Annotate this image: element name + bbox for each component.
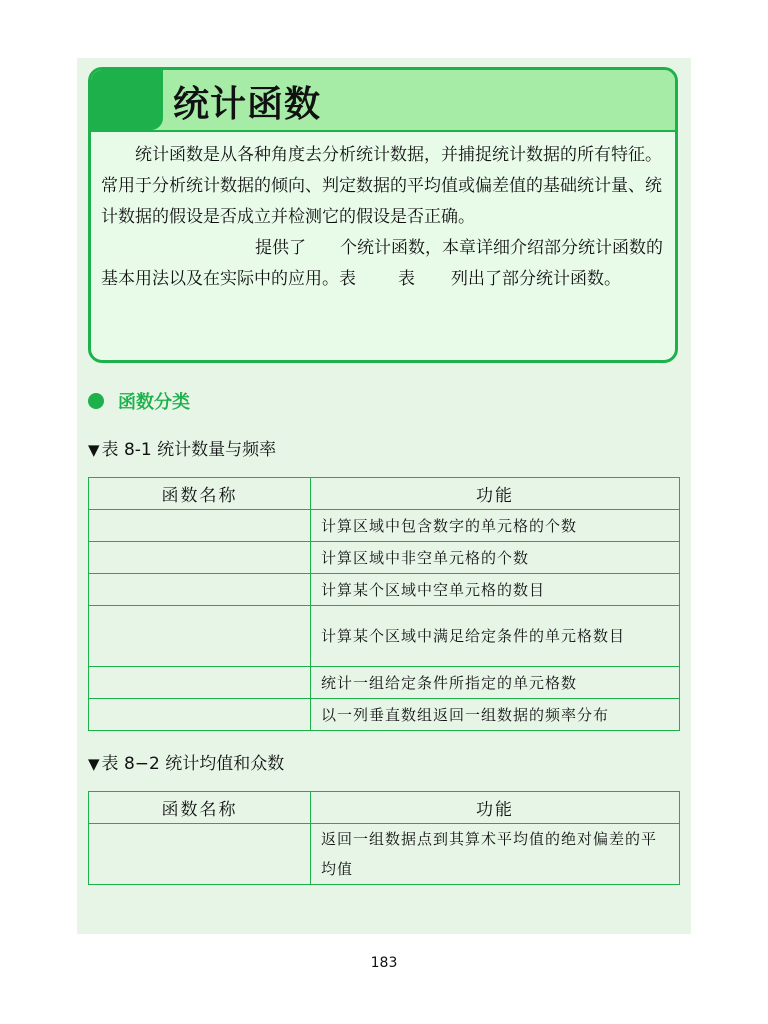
table-row bbox=[89, 824, 680, 885]
table2-header-name: 函数名称 bbox=[89, 792, 311, 824]
table1-header-name: 函数名称 bbox=[89, 478, 311, 510]
table-row bbox=[89, 510, 680, 542]
table-row bbox=[89, 699, 680, 731]
intro-paragraph-2 bbox=[101, 233, 669, 295]
title-box bbox=[88, 67, 678, 363]
title-bar bbox=[91, 70, 675, 132]
table2-caption bbox=[88, 749, 284, 774]
function-desc-cell: 计算某个区域中满足给定条件的单元格数目 bbox=[311, 606, 680, 667]
intro-p2-part-b: 个统计函数，本章详细介绍部分统计函数的基本用法以及在实际中的应用。表 bbox=[101, 238, 663, 289]
triangle-down-icon: ▼ bbox=[88, 755, 100, 773]
intro-p2-part-a: 提供了 bbox=[255, 238, 306, 258]
triangle-down-icon: ▼ bbox=[88, 441, 100, 459]
table2 bbox=[88, 791, 680, 885]
function-name-cell bbox=[89, 542, 311, 574]
intro-p2-part-d: 列出了部分统计函数。 bbox=[451, 269, 621, 289]
chapter-title: 统计函数 bbox=[173, 84, 322, 125]
function-desc-cell: 计算某个区域中空单元格的数目 bbox=[311, 574, 680, 606]
table1-header-function: 功能 bbox=[311, 478, 680, 510]
page-number: 183 bbox=[370, 955, 398, 971]
bullet-dot-icon bbox=[88, 393, 104, 409]
title-tab-decoration bbox=[91, 70, 163, 130]
function-name-cell bbox=[89, 574, 311, 606]
function-desc-cell: 统计一组给定条件所指定的单元格数 bbox=[311, 667, 680, 699]
table-row bbox=[89, 606, 680, 667]
table-row bbox=[89, 542, 680, 574]
function-name-cell bbox=[89, 606, 311, 667]
function-name-cell bbox=[89, 699, 311, 731]
table2-caption-text: 表 8−2 统计均值和众数 bbox=[101, 754, 285, 774]
table2-header-function: 功能 bbox=[311, 792, 680, 824]
intro-text bbox=[101, 140, 669, 295]
table1-caption-text: 表 8-1 统计数量与频率 bbox=[101, 440, 277, 460]
section-heading-text: 函数分类 bbox=[118, 392, 190, 413]
table-row bbox=[89, 574, 680, 606]
function-desc-cell: 计算区域中非空单元格的个数 bbox=[311, 542, 680, 574]
section-heading bbox=[88, 388, 190, 414]
function-desc-cell: 返回一组数据点到其算术平均值的绝对偏差的平均值 bbox=[311, 824, 680, 885]
function-desc-cell: 计算区域中包含数字的单元格的个数 bbox=[311, 510, 680, 542]
intro-paragraph-1: 统计函数是从各种角度去分析统计数据，并捕捉统计数据的所有特征。常用于分析统计数据的倾向、判定数据的平均值或偏差值的基础统计量、统计数据的假设是否成立并检测它的假设是否正确。 bbox=[101, 145, 662, 227]
table1-caption bbox=[88, 435, 276, 460]
function-name-cell bbox=[89, 667, 311, 699]
table-row bbox=[89, 667, 680, 699]
table1 bbox=[88, 477, 680, 731]
function-name-cell bbox=[89, 824, 311, 885]
intro-p2-part-c: 表 bbox=[398, 269, 415, 289]
function-desc-cell: 以一列垂直数组返回一组数据的频率分布 bbox=[311, 699, 680, 731]
function-name-cell bbox=[89, 510, 311, 542]
